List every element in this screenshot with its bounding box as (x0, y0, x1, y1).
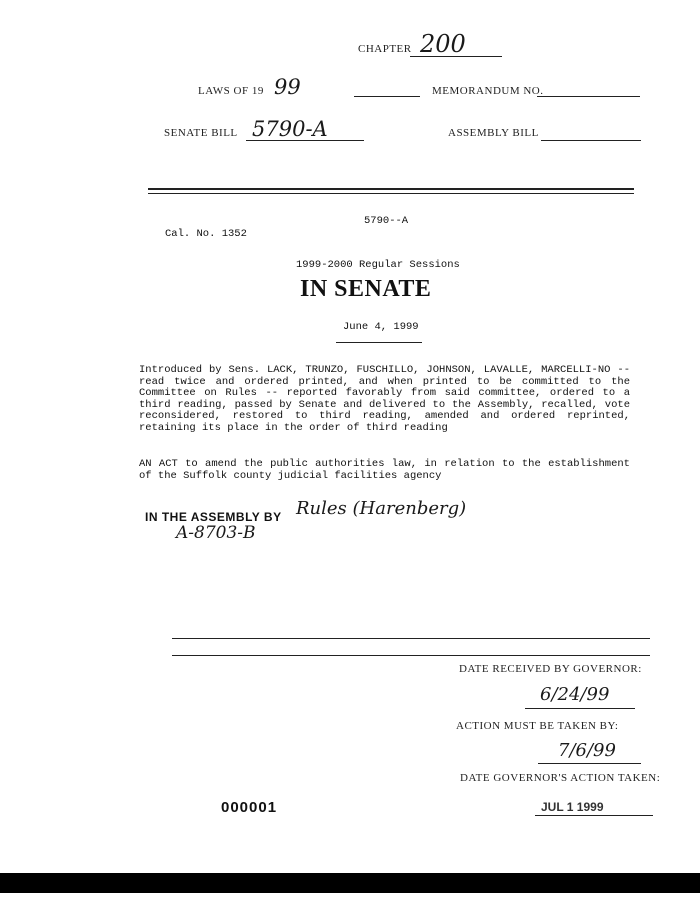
senate-bill-value: 5790-A (252, 117, 328, 141)
assembly-handwritten-number: A-8703-B (176, 523, 256, 543)
governor-divider-top (172, 638, 650, 639)
calendar-number: Cal. No. 1352 (165, 228, 247, 240)
chapter-label: CHAPTER (358, 43, 412, 55)
header-divider-bottom (148, 193, 634, 194)
act-paragraph: AN ACT to amend the public authorities law, in relation to the establishment of the Suffolk county judicial facilities agency (139, 458, 630, 482)
date-underline (336, 342, 422, 343)
introduced-paragraph: Introduced by Sens. LACK, TRUNZO, FUSCHILLO, JOHNSON, LAVALLE, MARCELLI-NO -- read twice and ordered printed, and when printed to be committed to the Committee on Rules -- reported favorably from said committee, ordered to a third reading, passed by Senate and delivered to the Assembly, recalled, vote reconsidered, restored to third reading, amended and ordered reprinted, retaining its place in the order of third reading (139, 364, 630, 434)
scan-bottom-bar (0, 873, 700, 893)
assembly-bill-underline (541, 140, 641, 141)
senate-bill-label: SENATE BILL (164, 127, 238, 139)
chapter-value: 200 (420, 30, 466, 58)
session-title: 1999-2000 Regular Sessions (296, 259, 460, 271)
laws-year-value: 99 (274, 75, 301, 99)
date-received-value: 6/24/99 (540, 684, 610, 705)
governor-divider-bottom (172, 655, 650, 656)
bill-date: June 4, 1999 (343, 321, 419, 333)
senate-bill-underline (246, 140, 364, 141)
laws-label: LAWS OF 19 (198, 85, 264, 97)
action-by-label: ACTION MUST BE TAKEN BY: (456, 720, 619, 732)
date-received-underline (525, 708, 635, 709)
action-taken-label: DATE GOVERNOR'S ACTION TAKEN: (460, 772, 661, 784)
action-taken-underline (535, 815, 653, 816)
assembly-stamp: IN THE ASSEMBLY BY (145, 510, 282, 524)
action-taken-stamp: JUL 1 1999 (541, 800, 604, 814)
assembly-bill-label: ASSEMBLY BILL (448, 127, 539, 139)
page-number: 000001 (221, 799, 278, 816)
memorandum-label: MEMORANDUM NO. (432, 85, 544, 97)
header-divider-top (148, 188, 634, 190)
assembly-handwritten-by: Rules (Harenberg) (296, 498, 467, 519)
laws-underline (354, 96, 420, 97)
action-by-value: 7/6/99 (558, 740, 616, 761)
bill-number: 5790--A (364, 215, 409, 227)
chamber-title: IN SENATE (300, 276, 432, 302)
action-by-underline (538, 763, 641, 764)
date-received-label: DATE RECEIVED BY GOVERNOR: (459, 663, 642, 675)
memorandum-underline (537, 96, 640, 97)
chapter-underline (410, 56, 502, 57)
